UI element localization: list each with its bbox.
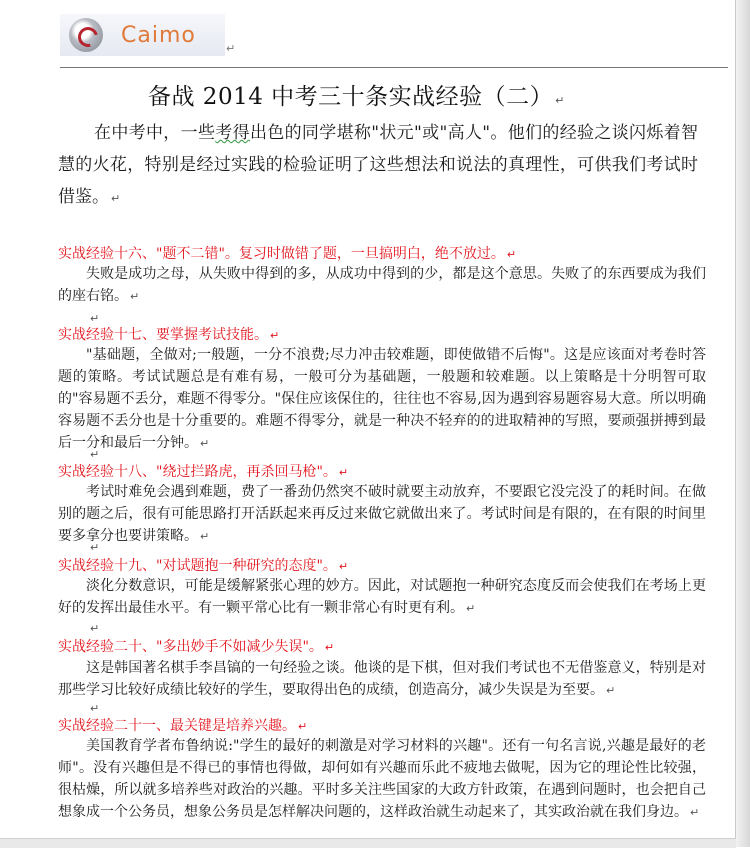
paragraph-mark-icon: ↵	[466, 602, 476, 615]
paragraph-mark-icon: ↵	[90, 312, 100, 325]
section-body-19	[58, 575, 706, 620]
paragraph-mark-icon: ↵	[506, 248, 517, 261]
section-heading-18	[58, 462, 348, 483]
section-body-16	[58, 263, 706, 308]
paragraph-mark-icon: ↵	[690, 806, 700, 819]
spellcheck-underlined-text: 考得	[215, 123, 250, 143]
paragraph-mark-icon: ↵	[130, 290, 140, 303]
section-heading-text: 实战经验十六、"题不二错"。复习时做错了题，一旦搞明白，绝不放过。	[58, 246, 505, 262]
header-rule	[60, 67, 728, 68]
section-body-text: 淡化分数意识，可能是缓解紧张心理的妙方。因此，对试题抱一种研究态度反而会使我们在考场上更好的发挥出最佳水平。有一颗平常心比有一颗非常心有时更有利。	[58, 578, 706, 616]
section-body-text: 这是韩国著名棋手李昌镐的一句经验之谈。他谈的是下棋，但对我们考试也不无借鉴意义，特别是对那些学习比较好成绩比较好的学生，要取得出色的成绩，创造高分，减少失误是为至要。	[58, 660, 706, 698]
paragraph-mark-icon: ↵	[111, 192, 121, 205]
paragraph-mark-icon: ↵	[555, 94, 565, 107]
section-heading-text: 实战经验十八、"绕过拦路虎，再杀回马枪"。	[58, 464, 337, 480]
paragraph-mark-icon: ↵	[90, 448, 100, 461]
paragraph-mark-icon: ↵	[298, 720, 308, 733]
paragraph-mark-icon: ↵	[270, 329, 280, 342]
logo-icon	[69, 18, 103, 52]
paragraph-mark-icon: ↵	[338, 466, 349, 479]
paragraph-mark-icon: ↵	[90, 541, 100, 554]
paragraph-mark-icon: ↵	[338, 560, 349, 573]
paragraph-mark-icon: ↵	[226, 42, 236, 55]
intro-text-2: 出色的同学堪称"状元"或"高人"。他们的经验之谈闪烁着智慧的火花，特别是经过实践的检验证明了这些想法和说法的真理性，可供我们考试时借鉴。	[58, 123, 699, 207]
section-heading-text: 实战经验十九、"对试题抱一种研究的态度"。	[58, 558, 337, 574]
document-title: 备战 2014 中考三十条实战经验（二） ↵	[148, 84, 565, 110]
section-body-21	[58, 735, 706, 824]
paragraph-mark-icon: ↵	[606, 684, 616, 697]
section-heading-text: 实战经验二十一、最关键是培养兴趣。	[58, 718, 296, 734]
section-body-text: "基础题，全做对;一般题，一分不浪费;尽力冲击较难题，即使做错不后悔"。这是应该面对考卷时答题的策略。考试试题总是有难有易，一般可分为基础题，一般题和较难题。以上策略是十分明智可取的"容易题不丢分，难题不得零分。"保住应该保住的，往往也不容易,因为遇到容易题容易大意。所以明确容易题不丢分也是十分重要的。难题不得零分，就是一种决不轻弃的的进取精神的写照，要顽强拼搏到最后一分和最后一分钟。	[58, 347, 706, 451]
section-heading-17	[58, 325, 279, 346]
paragraph-mark-icon: ↵	[90, 622, 100, 635]
section-body-text: 失败是成功之母，从失败中得到的多，从成功中得到的少，都是这个意思。失败了的东西要成为我们的座右铭。	[58, 266, 706, 304]
section-heading-text: 实战经验十七、要掌握考试技能。	[58, 327, 268, 343]
section-heading-text: 实战经验二十、"多出妙手不如减少失误"。	[58, 639, 323, 655]
section-heading-21	[58, 716, 307, 737]
section-heading-20	[58, 637, 334, 658]
paragraph-mark-icon: ↵	[324, 641, 335, 654]
section-body-text: 考试时难免会遇到难题，费了一番劲仍然突不破时就要主动放弃，不要跟它没完没了的耗时间。在做别的题之后，很有可能思路打开活跃起来再反过来做它就做出来了。考试时间是有限的，在有限的时间里要多拿分也要讲策略。	[58, 484, 706, 544]
page-edge	[735, 0, 750, 847]
section-body-17	[58, 344, 706, 455]
section-heading-19	[58, 556, 348, 577]
intro-text-1: 在中考中，一些	[94, 123, 216, 143]
section-body-18	[58, 481, 706, 548]
section-body-text: 美国教育学者布鲁纳说:"学生的最好的刺激是对学习材料的兴趣"。还有一句名言说,兴趣是最好的老师"。没有兴趣但是不得已的事情也得做，却何如有兴趣而乐此不疲地去做呢，因为它的理论性比较强，很枯燥，所以就多培养些对政治的兴趣。平时多关注些国家的大政方针政策，在遇到问题时，也会把自己想象成一个公务员，想象公务员是怎样解决问题的，这样政治就生动起来了，其实政治就在我们身边。	[58, 738, 706, 820]
paragraph-mark-icon: ↵	[90, 702, 100, 715]
caimo-logo	[60, 14, 225, 56]
section-body-20	[58, 657, 706, 702]
logo-text: Caimo	[121, 22, 196, 48]
intro-paragraph	[58, 117, 698, 215]
paragraph-mark-icon: ↵	[200, 530, 210, 543]
paragraph-mark-icon: ↵	[200, 437, 210, 450]
section-heading-16	[58, 244, 516, 265]
